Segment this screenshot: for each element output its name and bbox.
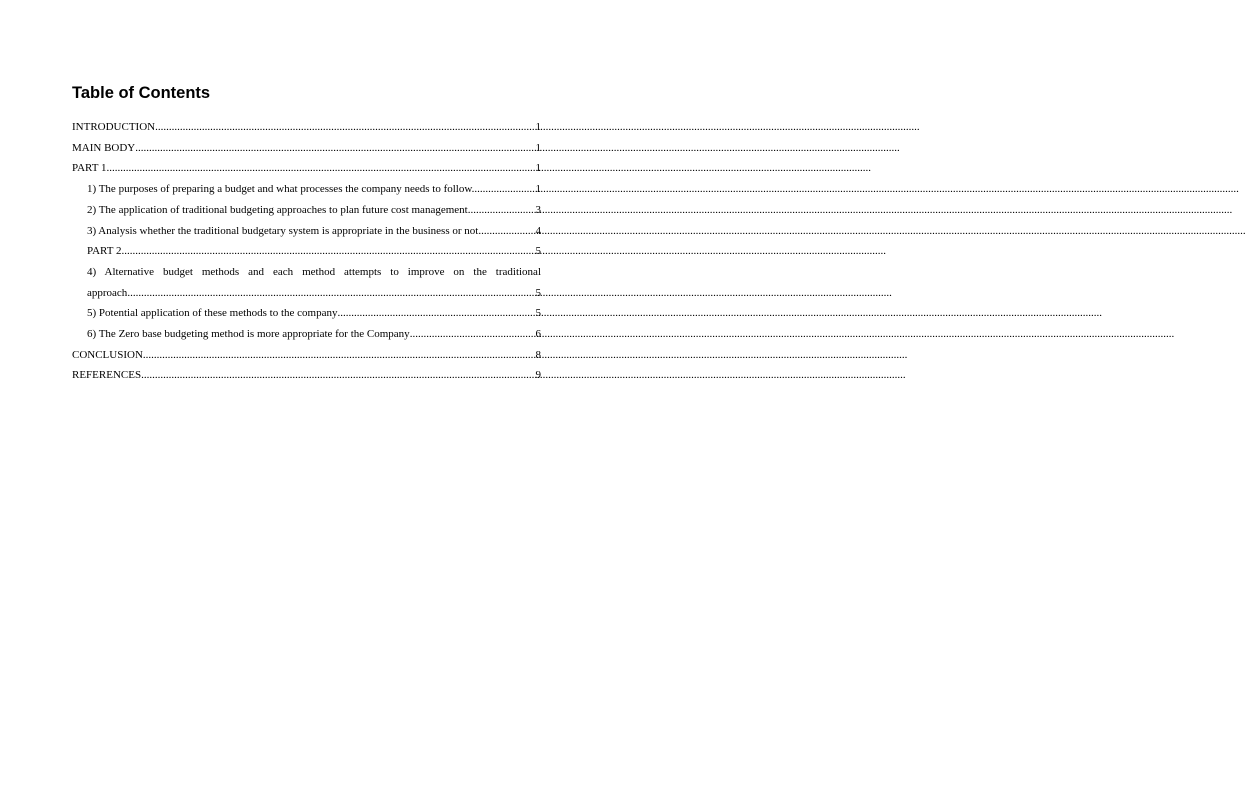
toc-entry-label-line2-row <box>87 283 541 304</box>
toc-entry-introduction[interactable] <box>72 117 541 138</box>
toc-page-number: 1 <box>535 162 541 175</box>
toc-title: Table of Contents <box>72 84 211 102</box>
toc-entry-label: 1) The purposes of preparing a budget and what processes the company needs to follow. <box>87 183 475 196</box>
toc-entry-references[interactable] <box>72 365 541 386</box>
toc-entry-label: PART 2 <box>87 245 122 258</box>
toc-entry-label-line1: 4) Alternative budget methods and each method attempts to improve on the traditional <box>87 265 541 278</box>
toc-entry-label: 6) The Zero base budgeting method is more appropriate for the Company <box>87 328 410 341</box>
toc-dot-leader <box>135 138 535 159</box>
toc-entry-part-1[interactable] <box>72 158 541 179</box>
toc-entry-alternative-budget-methods[interactable] <box>72 262 541 303</box>
toc-page-number: 3 <box>535 203 541 216</box>
toc-entry-label: CONCLUSION <box>72 348 143 361</box>
toc-entry-analysis-traditional-system[interactable] <box>72 221 541 242</box>
toc-entry-zero-base-budgeting[interactable] <box>72 324 541 345</box>
toc-entry-label: REFERENCES <box>72 369 142 382</box>
toc-page-number: 9 <box>535 369 541 382</box>
toc-page-number: 1 <box>535 183 541 196</box>
toc-dot-leader <box>143 345 536 366</box>
toc-entry-conclusion[interactable] <box>72 345 541 366</box>
toc-dot-leader <box>468 200 536 221</box>
toc-entry-label: MAIN BODY <box>72 141 136 154</box>
toc-entry-label: 2) The application of traditional budgeting approaches to plan future cost management <box>87 203 468 216</box>
toc-entry-main-body[interactable] <box>72 138 541 159</box>
toc-dot-leader <box>155 117 535 138</box>
toc-dot-leader <box>122 241 536 262</box>
toc-dot-leader <box>141 365 535 386</box>
toc-dot-leader <box>338 303 536 324</box>
toc-entry-purposes-of-budget[interactable] <box>72 179 541 200</box>
document-page <box>0 0 612 792</box>
toc-entry-label: 5) Potential application of these methods to the company <box>87 307 338 320</box>
toc-entry-potential-application[interactable] <box>72 303 541 324</box>
toc-entry-label-line2: approach <box>87 286 128 299</box>
toc-entry-label: 3) Analysis whether the traditional budgetary system is appropriate in the business or not. <box>87 224 482 237</box>
toc-page-number: 5 <box>535 286 541 299</box>
toc-page-number: 6 <box>535 328 541 341</box>
toc-entry-label: INTRODUCTION <box>72 121 156 133</box>
toc-dot-leader <box>481 221 535 242</box>
toc-dot-leader <box>474 179 535 200</box>
toc-page-number: 1 <box>535 141 541 154</box>
toc-dot-leader <box>127 283 535 304</box>
toc-page-number: 5 <box>535 245 541 258</box>
toc-dot-leader <box>410 324 536 345</box>
toc-dot-leader <box>107 158 536 179</box>
toc-entry-traditional-budgeting[interactable] <box>72 200 541 221</box>
toc-page-number: 1 <box>535 121 541 133</box>
toc-entry-part-2[interactable] <box>72 241 541 262</box>
toc-page-number: 4 <box>535 224 541 237</box>
toc-page-number: 5 <box>535 307 541 320</box>
toc-page-number: 8 <box>535 348 541 361</box>
toc-list <box>72 117 541 386</box>
toc-entry-label: PART 1 <box>72 162 107 175</box>
